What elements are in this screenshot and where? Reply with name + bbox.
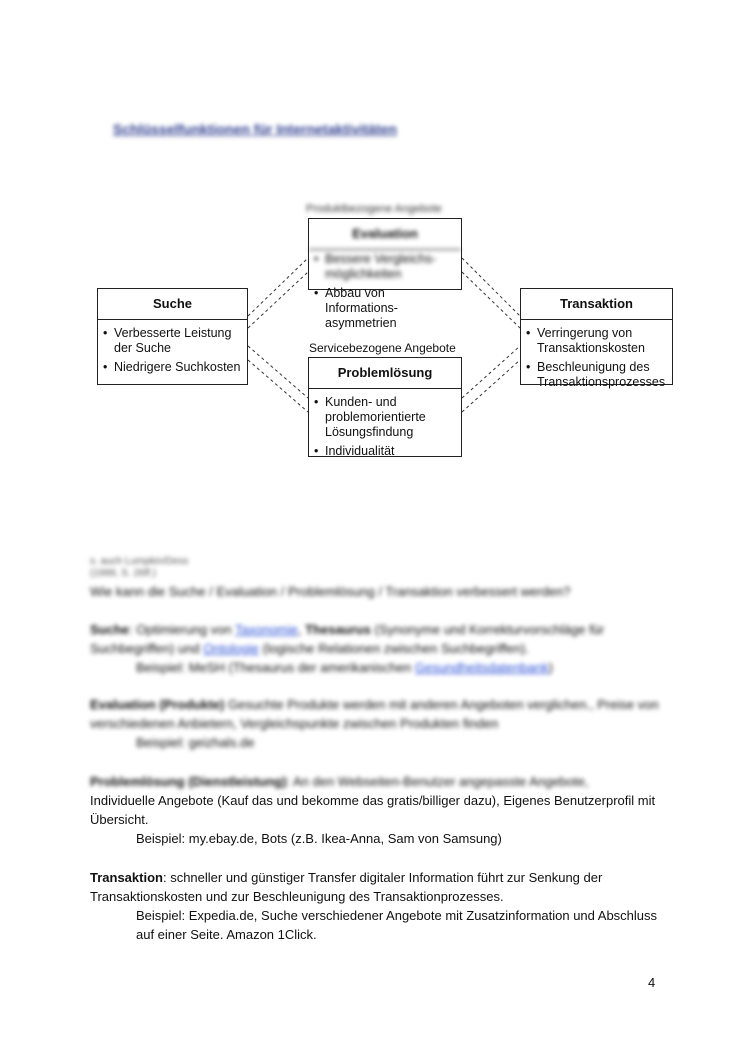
example-text: Beispiel: MeSH (Thesaurus der amerikanischen — [136, 660, 415, 675]
page-title: Schlüsselfunktionen für Internetaktivitäten — [113, 121, 397, 137]
suche-text: : Optimierung von — [129, 622, 235, 637]
thesaurus-term: Thesaurus — [305, 622, 371, 637]
source-line: (1999, S. 26ff.) — [90, 568, 156, 579]
problemloesung-label: Problemlösung (Dienstleistung) — [90, 774, 287, 789]
evaluation-item: • Bessere Vergleichs-möglichkeiten — [325, 252, 455, 282]
evaluation-text: Gesuchte Produkte werden mit anderen Angeboten verglichen., Preise von verschiedenen Anbietern, Vergleichspunkte zwischen Produkten finden — [90, 697, 659, 731]
problemloesung-box — [308, 357, 462, 457]
suche-paragraph — [90, 620, 670, 677]
caption-product-offers: Produktbezogene Angebote — [306, 203, 442, 215]
caption-service-offers: Servicebezogene Angebote — [309, 341, 456, 355]
evaluation-heading: Evaluation — [309, 219, 461, 250]
problemloesung-text: : An den Webseiten-Benutzer angepasste Angebote, — [286, 774, 589, 789]
suche-text: (logische Relationen zwischen Suchbegriffen). — [258, 641, 529, 656]
transaktion-example: Beispiel: Expedia.de, Suche verschiedener Angebote mit Zusatzinformation und Abschluss auf einer Seite. Amazon 1Click. — [136, 908, 658, 942]
transaktion-paragraph — [90, 868, 670, 944]
suche-item: • Niedrigere Suchkosten — [114, 360, 241, 375]
suche-box — [97, 288, 248, 385]
problemloesung-heading: Problemlösung — [309, 358, 461, 389]
transaktion-heading: Transaktion — [521, 289, 672, 320]
gesundheitsdatenbank-link[interactable]: Gesundheitsdatenbank — [414, 660, 549, 675]
problemloesung-item: • Kunden- und problemorientierte Lösungsfindung — [325, 395, 455, 440]
suche-label: Suche — [90, 622, 130, 637]
evaluation-box — [308, 218, 462, 330]
evaluation-example: Beispiel: geizhals.de — [136, 735, 255, 750]
source-line: s. auch Lumpkin/Dess — [90, 556, 189, 567]
transaktion-item: • Verringerung von Transaktionskosten — [537, 326, 666, 356]
suche-text: , — [297, 622, 306, 637]
suche-example — [90, 658, 670, 677]
suche-text: (Synonyme und Korrekturvorschläge für Suchbegriffen) und — [90, 622, 605, 656]
taxonomie-link[interactable]: Taxonomie — [235, 622, 298, 637]
evaluation-paragraph — [90, 695, 670, 752]
transaktion-box — [520, 288, 673, 389]
source-note — [90, 556, 670, 580]
ontologie-link[interactable]: Ontologie — [203, 641, 259, 656]
transaktion-label: Transaktion — [90, 870, 163, 885]
evaluation-item: • Abbau von Informations-asymmetrien — [325, 286, 455, 331]
problemloesung-item: • Individualität — [325, 444, 455, 459]
problemloesung-example: Beispiel: my.ebay.de, Bots (z.B. Ikea-Anna, Sam von Samsung) — [136, 831, 502, 846]
transaktion-text: : schneller und günstiger Transfer digitaler Information führt zur Senkung der Transaktionskosten und zur Beschleunigung des Transaktionprozesses. — [90, 870, 603, 904]
example-text: ) — [548, 660, 553, 675]
transaktion-item: • Beschleunigung des Transaktionsprozesses — [537, 360, 666, 390]
suche-heading: Suche — [98, 289, 247, 320]
problemloesung-text: Individuelle Angebote (Kauf das und bekomme das gratis/billiger dazu), Eigenes Benutzerprofil mit Übersicht. — [90, 793, 656, 827]
suche-item: • Verbesserte Leistung der Suche — [114, 326, 241, 356]
evaluation-label: Evaluation (Produkte) — [90, 697, 225, 712]
problemloesung-paragraph — [90, 772, 670, 848]
page-number: 4 — [648, 975, 656, 990]
question-line: Wie kann die Suche / Evaluation / Problemlösung / Transaktion verbessert werden? — [90, 584, 571, 599]
